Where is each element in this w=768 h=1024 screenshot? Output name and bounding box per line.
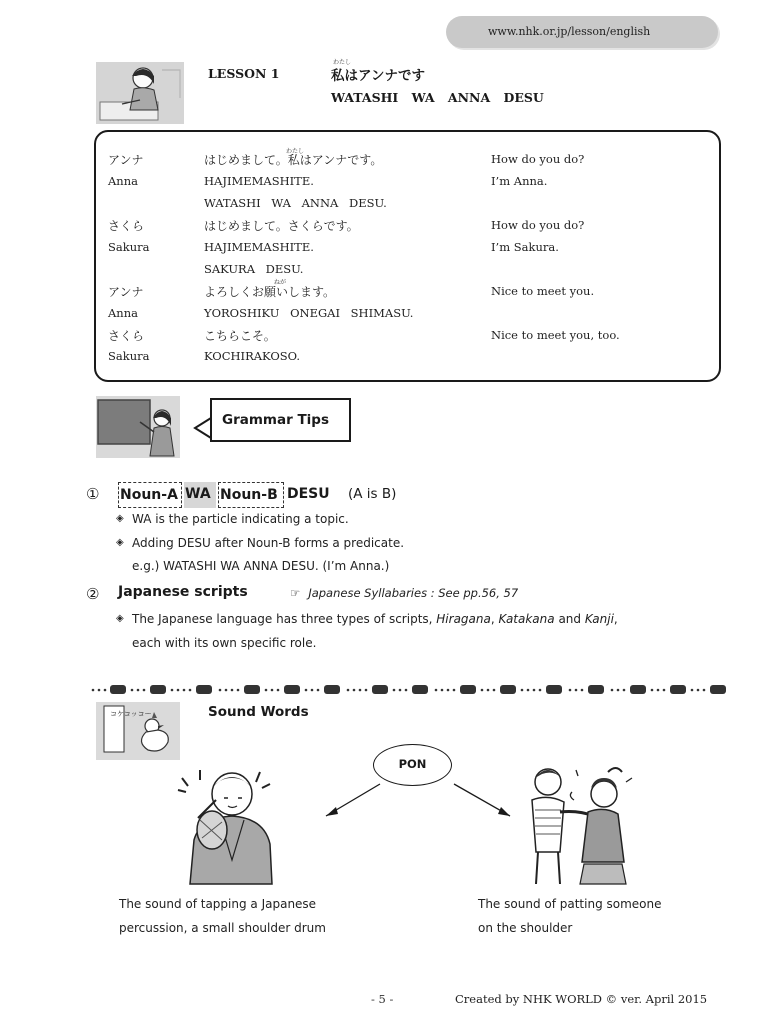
grammar-bullet-continued: each with its own specific role. — [132, 636, 317, 650]
dialogue-speaker: Anna — [108, 306, 138, 320]
dialogue-box — [94, 130, 721, 382]
scripts-heading: Japanese scripts — [118, 584, 248, 600]
decorative-divider — [90, 682, 730, 696]
grammar-bullet: ◈ WA is the particle indicating a topic. — [116, 512, 349, 526]
caption-drum-line2: percussion, a small shoulder drum — [119, 921, 326, 935]
rooster-crowing-illustration — [96, 702, 180, 760]
grammar-example: e.g.) WATASHI WA ANNA DESU. (I’m Anna.) — [132, 559, 390, 573]
dialogue-text: KOCHIRAKOSO. — [204, 349, 301, 363]
dialogue-text: HAJIMEMASHITE. — [204, 240, 314, 254]
diamond-bullet-icon: ◈ — [116, 613, 124, 624]
credit-line: Created by NHK WORLD © ver. April 2015 — [455, 992, 708, 1006]
pointing-hand-icon: ☞ — [290, 586, 301, 600]
sound-words-title: Sound Words — [208, 704, 309, 720]
dialogue-speaker: さくら — [108, 219, 145, 233]
teacher-blackboard-illustration — [96, 396, 180, 458]
dialogue-text: こちらこそ。 — [204, 329, 276, 343]
noun-b-box: Noun-B — [218, 482, 284, 508]
rooster-sound-text: コケコッコー — [110, 710, 152, 718]
diamond-bullet-icon: ◈ — [116, 513, 124, 524]
caption-drum-line1: The sound of tapping a Japanese — [119, 897, 317, 911]
dialogue-translation: Nice to meet you, too. — [491, 328, 620, 342]
desu-copula: DESU — [287, 486, 330, 502]
dialogue-text: はじめまして。さくらです。 — [204, 219, 359, 233]
dialogue-translation: I’m Anna. — [491, 174, 548, 188]
dialogue-speaker: アンナ — [108, 153, 144, 167]
drummer-illustration — [160, 760, 300, 892]
anna-writing-illustration — [96, 62, 184, 124]
dialogue-speaker: さくら — [108, 329, 145, 343]
dialogue-text: YOROSHIKU ONEGAI SHIMASU. — [204, 306, 414, 320]
dialogue-text: HAJIMEMASHITE. — [204, 174, 314, 188]
dialogue-translation: How do you do? — [491, 218, 585, 232]
caption-pat-line1: The sound of patting someone — [478, 897, 662, 911]
syllabary-reference: ☞ Japanese Syllabaries : See pp.56, 57 — [290, 586, 519, 600]
dialogue-speaker: Anna — [108, 174, 138, 188]
wa-particle: WA — [184, 482, 216, 508]
pon-arrows — [310, 770, 530, 830]
dialogue-speaker: Sakura — [108, 240, 150, 254]
dialogue-ruby-negai: ねが — [274, 279, 287, 286]
website-url: www.nhk.or.jp/lesson/english — [488, 25, 651, 38]
caption-pat-line2: on the shoulder — [478, 921, 573, 935]
lesson-number: LESSON 1 — [208, 66, 280, 81]
lesson-title-japanese: 私はアンナです — [331, 68, 425, 84]
dialogue-ruby-watashi: わたし — [286, 148, 305, 155]
grammar-bullet: ◈ Adding DESU after Noun-B forms a predicate. — [116, 536, 405, 550]
diamond-bullet-icon: ◈ — [116, 537, 124, 548]
dialogue-translation: How do you do? — [491, 152, 585, 166]
point-number: ① — [86, 485, 100, 503]
dialogue-translation: Nice to meet you. — [491, 284, 595, 298]
dialogue-text: SAKURA DESU. — [204, 262, 304, 276]
shoulder-pat-illustration — [518, 760, 638, 892]
dialogue-text: WATASHI WA ANNA DESU. — [204, 196, 387, 210]
grammar-tips-bubble — [210, 398, 351, 442]
sound-word-pon: PON — [398, 757, 427, 771]
lesson-title-ruby: わたし — [333, 59, 352, 66]
point-number: ② — [86, 585, 100, 603]
dialogue-speaker: Sakura — [108, 349, 150, 363]
website-url-pill — [446, 16, 718, 48]
dialogue-text: よろしくお願いします。 — [204, 285, 336, 299]
dialogue-text: はじめまして。私はアンナです。 — [204, 153, 383, 167]
page-number: - 5 - — [371, 992, 394, 1006]
noun-a-box: Noun-A — [118, 482, 182, 508]
dialogue-speaker: アンナ — [108, 285, 144, 299]
grammar-bullet: ◈ The Japanese language has three types of scripts, Hiragana, Katakana and Kanji, — [116, 612, 618, 626]
pattern-meaning: (A is B) — [348, 486, 397, 502]
lesson-title-romaji: WATASHI WA ANNA DESU — [331, 90, 544, 105]
dialogue-translation: I’m Sakura. — [491, 240, 559, 254]
grammar-tips-title: Grammar Tips — [222, 412, 329, 428]
